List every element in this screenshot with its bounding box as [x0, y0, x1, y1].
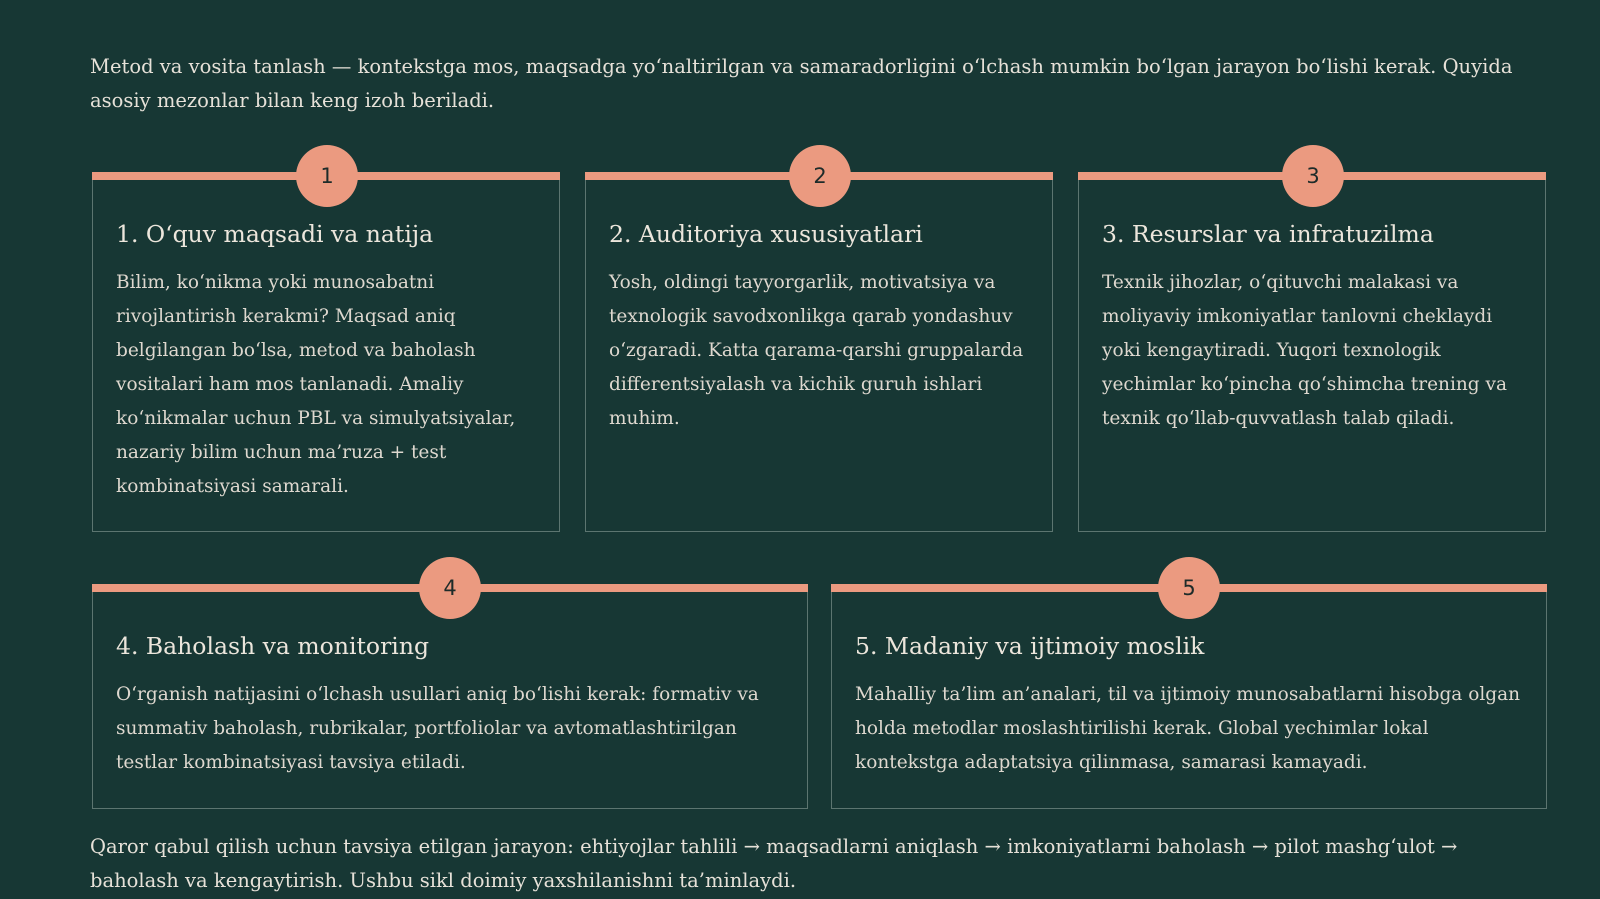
criterion-card-4 [92, 576, 808, 809]
card-body: Bilim, ko‘nikma yoki munosabatni rivojlantirish kerakmi? Maqsad aniq belgilangan bo‘lsa, metod va baholash vositalari ham mos tanlanadi. Amaliy ko‘nikmalar uchun PBL va simulyatsiyalar, nazariy bilim uchun ma’ruza + test kombinatsiyasi samarali. [116, 272, 516, 497]
criterion-card-2 [585, 164, 1053, 532]
intro-paragraph: Metod va vosita tanlash — kontekstga mos, maqsadga yo‘naltirilgan va samaradorligini o‘lchash mumkin bo‘lgan jarayon bo‘lishi kerak. Quyida asosiy mezonlar bilan keng izoh beriladi. [90, 55, 1513, 112]
criterion-card-5 [831, 576, 1547, 809]
card-number-badge: 5 [1158, 557, 1220, 619]
card-title: 4. Baholash va monitoring [116, 632, 430, 660]
card-number-badge: 1 [296, 145, 358, 207]
card-title: 3. Resurslar va infratuzilma [1102, 220, 1434, 248]
card-number-badge: 4 [419, 557, 481, 619]
criterion-card-3 [1078, 164, 1546, 532]
criterion-card-1 [92, 164, 560, 532]
card-body: O‘rganish natijasini o‘lchash usullari aniq bo‘lishi kerak: formativ va summativ baholash, rubrikalar, portfoliolar va avtomatlashtirilgan testlar kombinatsiyasi tavsiya etiladi. [116, 684, 759, 773]
card-title: 1. O‘quv maqsadi va natija [116, 220, 434, 248]
card-body: Texnik jihozlar, o‘qituvchi malakasi va moliyaviy imkoniyatlar tanlovni cheklaydi yoki kengaytiradi. Yuqori texnologik yechimlar ko‘pincha qo‘shimcha trening va texnik qo‘llab-quvvatlash talab qiladi. [1102, 272, 1507, 429]
card-title: 2. Auditoriya xususiyatlari [609, 220, 923, 248]
card-body: Mahalliy ta’lim an’analari, til va ijtimoiy munosabatlarni hisobga olgan holda metodlar moslashtirilishi kerak. Global yechimlar lokal kontekstga adaptatsiya qilinmasa, samarasi kamayadi. [855, 684, 1521, 773]
card-number-badge: 3 [1282, 145, 1344, 207]
card-body: Yosh, oldingi tayyorgarlik, motivatsiya va texnologik savodxonlikga qarab yondashuv o‘zgaradi. Katta qarama-qarshi gruppalarda differentsiyalash va kichik guruh ishlari muhim. [609, 272, 1024, 429]
process-summary-paragraph: Qaror qabul qilish uchun tavsiya etilgan jarayon: ehtiyojlar tahlili → maqsadlarni aniqlash → imkoniyatlarni baholash → pilot mashg‘ulot → baholash va kengaytirish. Ushbu sikl doimiy yaxshilanishni ta’minlaydi. [90, 835, 1458, 892]
card-title: 5. Madaniy va ijtimoiy moslik [855, 632, 1205, 660]
card-number-badge: 2 [789, 145, 851, 207]
